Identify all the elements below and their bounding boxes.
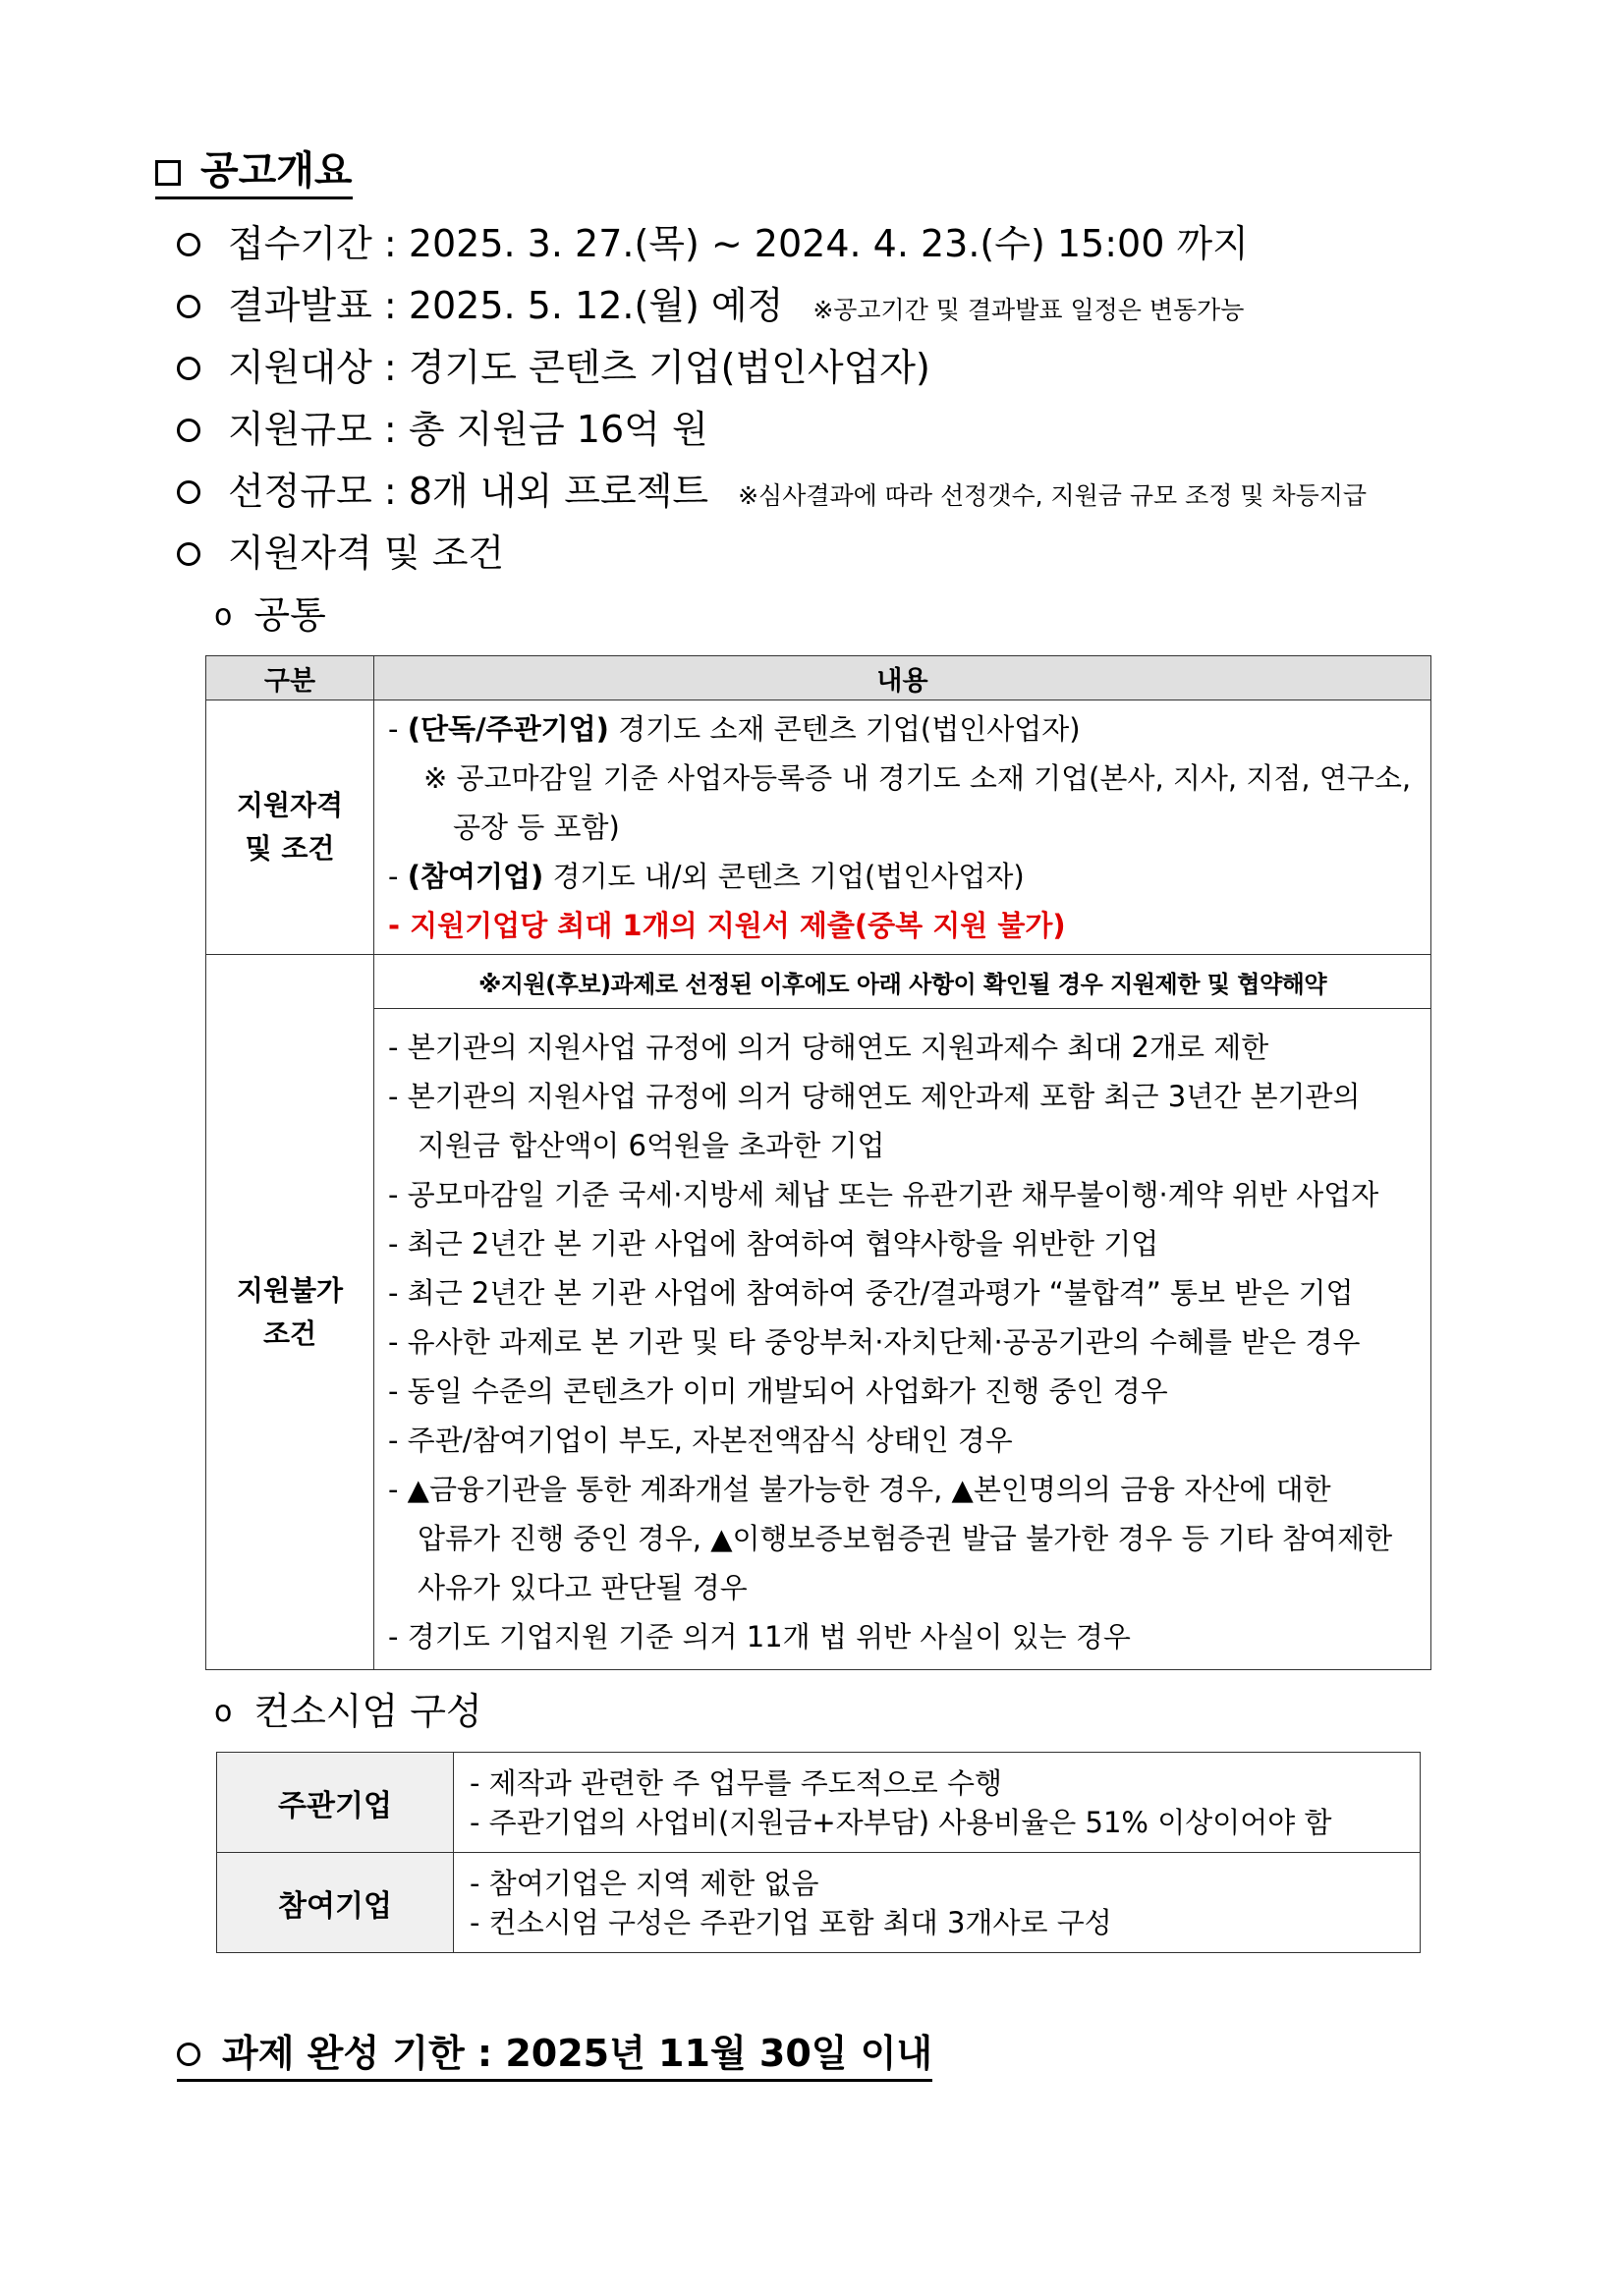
item-value: 경기도 콘텐츠 기업(법인사업자) (408, 346, 930, 389)
qualification-heading-text: 지원자격 및 조건 (228, 532, 505, 575)
table-row (206, 700, 1431, 955)
participant-company-label: 참여기업 (217, 1853, 454, 1953)
deadline-line (177, 2030, 932, 2082)
header-category: 구분 (206, 656, 374, 700)
consortium-table (216, 1752, 1421, 1953)
overview-item: 지원대상 : 경기도 콘텐츠 기업(법인사업자) (177, 344, 930, 391)
table-row (206, 1009, 1431, 1670)
list-item: - 주관기업의 사업비(지원금+자부담) 사용비율은 51% 이상이어야 함 (470, 1805, 1332, 1839)
circle-bullet-icon (177, 419, 200, 442)
eligibility-table (205, 655, 1431, 1670)
list-item: - 컨소시엄 구성은 주관기업 포함 최대 3개사로 구성 (470, 1905, 1112, 1939)
item-value: 2025. 3. 27.(목) ~ 2024. 4. 23.(수) 15:00 까지 (408, 222, 1249, 265)
list-item-text: 경기도 소재 콘텐츠 기업(법인사업자) (608, 712, 1081, 746)
eligibility-label (206, 700, 374, 955)
item-label: 선정규모 (228, 470, 372, 513)
item-note: ※심사결과에 따라 선정갯수, 지원금 규모 조정 및 차등지급 (738, 481, 1368, 510)
item-label: 지원대상 (228, 346, 372, 389)
list-item: - 경기도 기업지원 기준 의거 11개 법 위반 사실이 있는 경우 (388, 1620, 1131, 1653)
list-item: 사유가 있다고 판단될 경우 (418, 1571, 748, 1604)
list-item: - 최근 2년간 본 기관 사업에 참여하여 협약사항을 위반한 기업 (388, 1227, 1159, 1260)
circle-bullet-icon (177, 233, 200, 256)
section-title-text: 공고개요 (200, 148, 353, 194)
overview-item: 지원규모 : 총 지원금 16억 원 (177, 406, 708, 453)
lead-company-content (454, 1753, 1421, 1853)
list-item: - 제작과 관련한 주 업무를 주도적으로 수행 (470, 1765, 1003, 1800)
small-circle-bullet-icon: o (214, 1695, 233, 1729)
consortium-subheading (214, 1688, 482, 1736)
list-item: 공장 등 포함) (453, 811, 620, 844)
eligibility-content (374, 700, 1431, 955)
list-item: - 유사한 과제로 본 기관 및 타 중앙부처·자치단체·공공기관의 수혜를 받은 경우 (388, 1325, 1361, 1359)
bold-label: (단독/주관기업) (407, 712, 609, 746)
circle-bullet-icon (177, 295, 200, 318)
participant-company-content (454, 1853, 1421, 1953)
restriction-content (374, 1009, 1431, 1670)
eligibility-label-line: 및 조건 (245, 832, 335, 865)
list-item: - 참여기업은 지역 제한 없음 (470, 1866, 819, 1900)
overview-item: 결과발표 : 2025. 5. 12.(월) 예정 ※공고기간 및 결과발표 일정은 변동가능 (177, 282, 1244, 334)
item-label: 결과발표 (228, 284, 372, 327)
list-item: - 본기관의 지원사업 규정에 의거 당해연도 제안과제 포함 최근 3년간 본기관의 (388, 1080, 1361, 1113)
consortium-subheading-text: 컨소시엄 구성 (253, 1690, 482, 1733)
item-note: ※공고기간 및 결과발표 일정은 변동가능 (812, 296, 1245, 324)
overview-item: 선정규모 : 8개 내외 프로젝트 ※심사결과에 따라 선정갯수, 지원금 규모 조정 및 차등지급 (177, 468, 1367, 520)
bold-label: (참여기업) (407, 860, 544, 893)
list-item: - 주관/참여기업이 부도, 자본전액잠식 상태인 경우 (388, 1424, 1013, 1457)
list-item: 지원금 합산액이 6억원을 초과한 기업 (418, 1129, 885, 1162)
list-item: - ▲금융기관을 통한 계좌개설 불가능한 경우, ▲본인명의의 금융 자산에 대한 (388, 1473, 1331, 1506)
qualification-heading (177, 530, 504, 577)
list-item: - 본기관의 지원사업 규정에 의거 당해연도 지원과제수 최대 2개로 제한 (388, 1031, 1269, 1064)
table-row (206, 955, 1431, 1009)
small-circle-bullet-icon: o (214, 598, 233, 633)
list-item: 압류가 진행 중인 경우, ▲이행보증보험증권 발급 불가한 경우 등 기타 참여제한 (418, 1522, 1393, 1555)
item-value: 총 지원금 16억 원 (408, 408, 708, 451)
item-value: 2025. 5. 12.(월) 예정 (408, 284, 784, 327)
table-row (217, 1853, 1421, 1953)
list-item: - (단독/주관기업) 경기도 소재 콘텐츠 기업(법인사업자) (388, 712, 1081, 746)
restriction-note: ※지원(후보)과제로 선정된 이후에도 아래 사항이 확인될 경우 지원제한 및 협약해약 (374, 955, 1431, 1009)
circle-bullet-icon (177, 542, 200, 566)
item-label: 지원규모 (228, 408, 372, 451)
deadline-text: 과제 완성 기한 : 2025년 11월 30일 이내 (222, 2032, 933, 2075)
table-row (217, 1753, 1421, 1853)
list-item: - 동일 수준의 콘텐츠가 이미 개발되어 사업화가 진행 중인 경우 (388, 1374, 1168, 1408)
overview-item: 접수기간 : 2025. 3. 27.(목) ~ 2024. 4. 23.(수) 15:00 까지 (177, 220, 1249, 267)
list-item: - 최근 2년간 본 기관 사업에 참여하여 중간/결과평가 “불합격” 통보 받은 기업 (388, 1276, 1354, 1310)
header-content: 내용 (374, 656, 1431, 700)
highlight-item: - 지원기업당 최대 1개의 지원서 제출(중복 지원 불가) (388, 909, 1066, 942)
lead-company-label: 주관기업 (217, 1753, 454, 1853)
list-item-text: 경기도 내/외 콘텐츠 기업(법인사업자) (543, 860, 1025, 893)
restriction-label (206, 955, 374, 1670)
item-label: 접수기간 (228, 222, 372, 265)
circle-bullet-icon (177, 480, 200, 504)
common-subheading-text: 공통 (253, 593, 326, 637)
square-bullet-icon (155, 160, 181, 186)
circle-bullet-icon (177, 2043, 200, 2066)
circle-bullet-icon (177, 357, 200, 380)
eligibility-label-line: 지원자격 (236, 789, 344, 821)
section-title (155, 147, 353, 199)
list-item: ※ 공고마감일 기준 사업자등록증 내 경기도 소재 기업(본사, 지사, 지점, 연구소, (423, 761, 1412, 795)
item-value: 8개 내외 프로젝트 (408, 470, 709, 513)
restriction-label-line: 조건 (262, 1316, 317, 1350)
common-subheading (214, 591, 326, 640)
list-item: - 공모마감일 기준 국세·지방세 체납 또는 유관기관 채무불이행·계약 위반 사업자 (388, 1178, 1379, 1211)
table-header-row (206, 656, 1431, 700)
list-item: - (참여기업) 경기도 내/외 콘텐츠 기업(법인사업자) (388, 860, 1025, 893)
restriction-label-line: 지원불가 (236, 1273, 344, 1307)
